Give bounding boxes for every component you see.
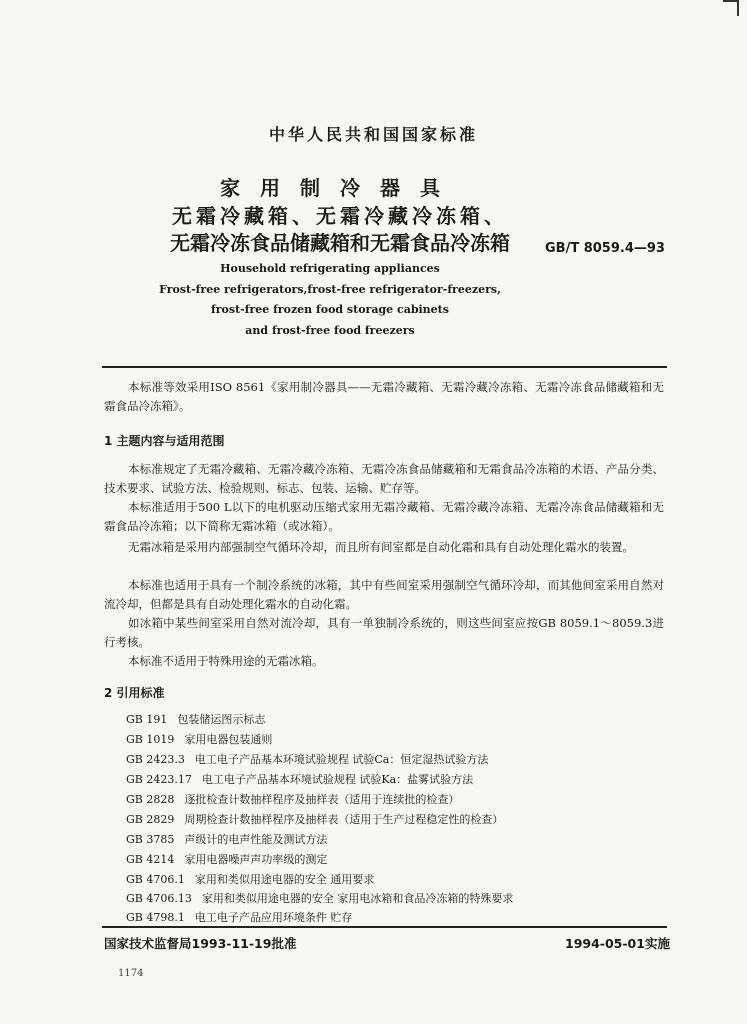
title-cn-line-1: 家用制冷器具: [220, 176, 460, 200]
section-1-paragraph: 无霜冰箱是采用内部强制空气循环冷却，而且所有间室都是自动化霜和具有自动处理化霜水的装置。: [128, 540, 634, 554]
reference-code: GB 4706.1: [126, 873, 185, 886]
reference-title: 包装储运图示标志: [177, 713, 266, 726]
reference-item: [126, 811, 503, 827]
reference-item: [126, 909, 352, 925]
reference-title: 电工电子产品应用环境条件 贮存: [194, 911, 353, 924]
reference-item: [126, 731, 272, 747]
approval-date: 国家技术监督局1993-11-19批准: [104, 936, 297, 951]
reference-code: GB 2829: [126, 813, 175, 826]
reference-code: GB 4798.1: [126, 911, 185, 924]
reference-item: [126, 890, 513, 906]
section-2-heading: 2 引用标准: [104, 686, 165, 700]
reference-item: [126, 831, 327, 847]
reference-code: GB 2423.17: [126, 773, 192, 786]
corner-crop-mark: [723, 0, 739, 16]
reference-title: 声级计的电声性能及测试方法: [184, 833, 328, 846]
reference-code: GB 2828: [126, 793, 175, 806]
reference-code: GB 4214: [126, 853, 175, 866]
implementation-date: 1994-05-01实施: [565, 936, 670, 951]
standard-number: GB/T 8059.4—93: [545, 241, 665, 256]
reference-title: 家用电器包装通则: [184, 733, 273, 746]
section-1-paragraph: 如冰箱中某些间室采用自然对流冷却，具有一单独制冷系统的，则这些间室应按GB 8059.1～8059.3进行考核。: [104, 616, 664, 649]
reference-item: [126, 751, 488, 767]
reference-code: GB 2423.3: [126, 753, 185, 766]
section-1-paragraph: 本标准适用于500 L以下的电机驱动压缩式家用无霜冷藏箱、无霜冷藏冷冻箱、无霜冷冻食品储藏箱和无霜食品冷冻箱；以下简称无霜冰箱（或冰箱）。: [104, 500, 664, 533]
reference-title: 周期检查计数抽样程序及抽样表（适用于生产过程稳定性的检查）: [184, 813, 504, 826]
reference-item: [126, 711, 265, 727]
intro-paragraph: 本标准等效采用ISO 8561《家用制冷器具——无霜冷藏箱、无霜冷藏冷冻箱、无霜冷冻食品储藏箱和无霜食品冷冻箱》。: [104, 380, 664, 413]
header-divider: [102, 366, 667, 368]
national-standard-heading: 中华人民共和国国家标准: [268, 125, 478, 144]
reference-title: 电工电子产品基本环境试验规程 试验Ka：盐雾试验方法: [201, 773, 474, 786]
reference-code: GB 1019: [126, 733, 175, 746]
reference-item: [126, 851, 327, 867]
reference-item: [126, 791, 459, 807]
section-1-paragraph: 本标准也适用于具有一个制冷系统的冰箱，其中有些间室采用强制空气循环冷却，而其他间室采用自然对流冷却，但都是具有自动处理化霜水的自动化霜。: [104, 578, 664, 611]
section-1-heading: 1 主题内容与适用范围: [104, 434, 225, 448]
title-en-line-2: Frost-free refrigerators,frost-free refrigerator-freezers,: [159, 283, 501, 296]
reference-title: 家用和类似用途电器的安全 家用电冰箱和食品冷冻箱的特殊要求: [201, 892, 514, 905]
reference-item: [126, 771, 473, 787]
reference-code: GB 191: [126, 713, 168, 726]
footer-divider: [102, 926, 667, 928]
title-cn-line-3: 无霜冷冻食品储藏箱和无霜食品冷冻箱: [170, 231, 510, 255]
section-1-paragraph: 本标准不适用于特殊用途的无霜冰箱。: [128, 654, 324, 668]
reference-item: [126, 871, 374, 887]
page-number: 1174: [118, 968, 144, 979]
section-1-paragraph: 本标准规定了无霜冷藏箱、无霜冷藏冷冻箱、无霜冷冻食品储藏箱和无霜食品冷冻箱的术语、产品分类、技术要求、试验方法、检验规则、标志、包装、运输、贮存等。: [104, 462, 664, 495]
title-en-line-3: frost-free frozen food storage cabinets: [211, 303, 449, 316]
reference-code: GB 4706.13: [126, 892, 192, 905]
title-en-line-1: Household refrigerating appliances: [220, 262, 440, 275]
reference-title: 家用电器噪声声功率级的测定: [184, 853, 328, 866]
title-en-line-4: and frost-free food freezers: [245, 324, 415, 337]
reference-title: 家用和类似用途电器的安全 通用要求: [194, 873, 375, 886]
reference-title: 电工电子产品基本环境试验规程 试验Ca：恒定湿热试验方法: [194, 753, 489, 766]
reference-title: 逐批检查计数抽样程序及抽样表（适用于连续批的检查）: [184, 793, 460, 806]
reference-code: GB 3785: [126, 833, 175, 846]
title-cn-line-2: 无霜冷藏箱、无霜冷藏冷冻箱、: [172, 204, 508, 228]
